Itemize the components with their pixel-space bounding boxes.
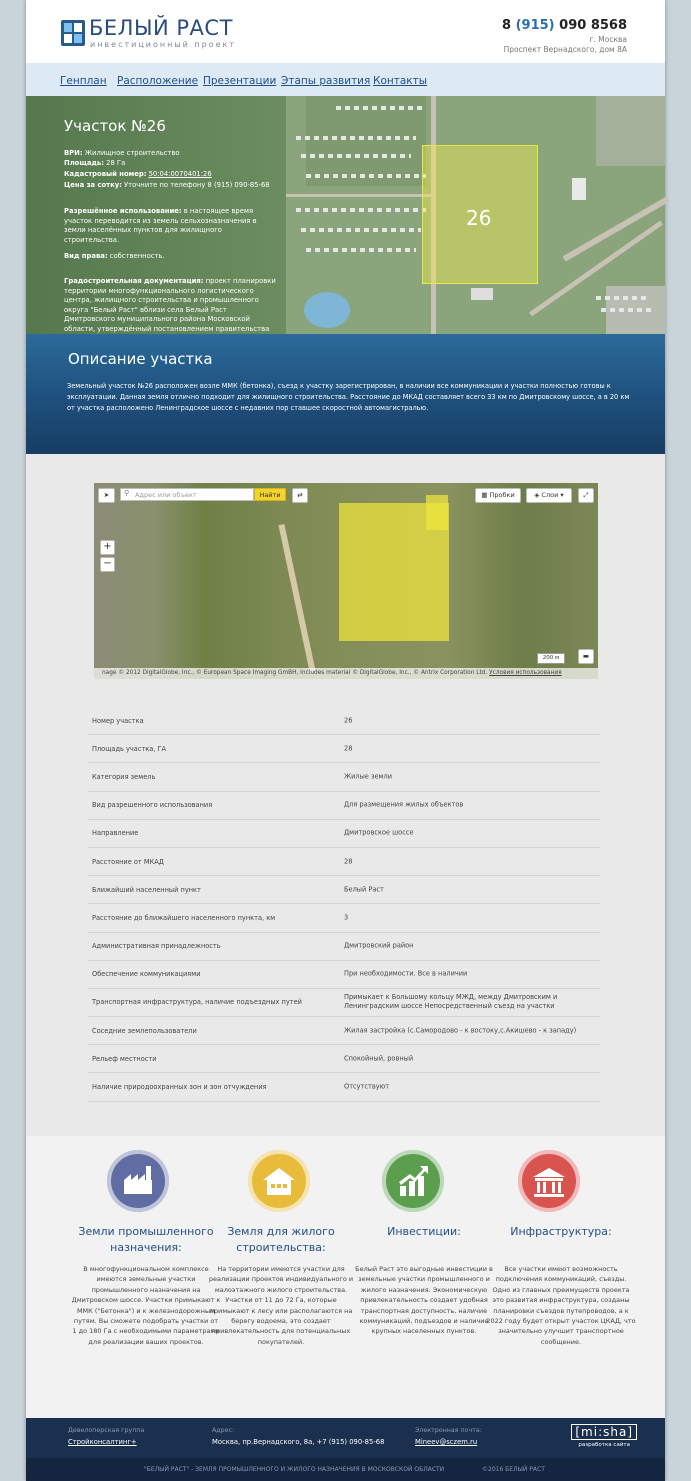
plot-title: Участок №26 bbox=[64, 117, 166, 135]
footer-address: Москва, пр.Вернадского, 8а, +7 (915) 090-85-68 bbox=[212, 1438, 385, 1446]
footer-dev-label: Девелоперская группа bbox=[68, 1427, 145, 1434]
table-row bbox=[88, 1017, 600, 1045]
table-key: Ближайший населенный пункт bbox=[92, 885, 201, 894]
search-icon: ⚲ bbox=[124, 489, 130, 497]
lake bbox=[304, 292, 350, 328]
table-key: Категория земель bbox=[92, 772, 156, 781]
zoom-in-button[interactable]: + bbox=[100, 540, 115, 555]
table-row bbox=[88, 735, 600, 763]
table-row bbox=[88, 876, 600, 904]
table-key: Соседние землепользователи bbox=[92, 1026, 197, 1035]
table-row bbox=[88, 1073, 600, 1101]
yandex-map[interactable] bbox=[94, 483, 598, 679]
logo-subtitle: инвестиционный проект bbox=[90, 40, 236, 49]
table-value: При необходимости. Все в наличии bbox=[344, 969, 468, 978]
growth-chart-icon bbox=[382, 1150, 444, 1212]
table-key: Расстояние до ближайшего населенного пункта, км bbox=[92, 913, 276, 922]
feature-title: Земли промышленного назначения: bbox=[78, 1225, 214, 1254]
logo-icon[interactable] bbox=[61, 20, 85, 46]
table-key: Наличие природоохранных зон и зон отчуждения bbox=[92, 1083, 267, 1092]
site-header bbox=[26, 0, 665, 63]
plot-hero bbox=[26, 96, 665, 334]
copyright-text: "БЕЛЫЙ РАСТ" - ЗЕМЛЯ ПРОМЫШЛЕННОГО И ЖИЛОГО НАЗНАЧЕНИЯ В МОСКОВСКОЙ ОБЛАСТИ bbox=[144, 1466, 445, 1473]
traffic-button[interactable]: ▦ Пробки bbox=[475, 488, 521, 503]
main-nav bbox=[26, 63, 665, 96]
description-text: Земельный участок №26 расположен возле ММК (бетонка), съезд к участку зарегистрирован, в наличии все коммуникации и участки полностью готовы к эксплуатации. Данная земля отлично подходит для жилищного строительства. Расстояние до МКАД составляет всего 33 км по Дмитровскому шоссе, а в 20 км от участка расположено Ленинградское шоссе с недавних пор ставшее скоростной автомагистралью. bbox=[67, 382, 630, 412]
nav-genplan[interactable]: Генплан bbox=[60, 75, 107, 87]
footer-email-label: Электронная почта: bbox=[415, 1427, 482, 1434]
header-phone: 8 (915) 090 8568 bbox=[502, 18, 627, 33]
table-row bbox=[88, 792, 600, 820]
map-copyright: nage © 2012 DigitalGlobe, Inc., © European Space Imaging GmBH, Includes material © DigitalGlobe, Inc., © Antrix Corporation Ltd. Условия использования bbox=[94, 668, 598, 679]
table-key: Административная принадлежность bbox=[92, 942, 221, 951]
table-row bbox=[88, 933, 600, 961]
feature-title: Земля для жилого строительства: bbox=[227, 1225, 335, 1254]
table-key: Рельеф местности bbox=[92, 1054, 157, 1063]
feature-text: Белый Раст это выгодные инвестиции в земельные участки промышленного и жилого назначения. Экономическую привлекательность создает удобная транспортная доступность, наличие коммуникаций, подъездов и наличие крупных населенных пунктов. bbox=[355, 1265, 493, 1336]
table-row bbox=[88, 904, 600, 932]
table-row bbox=[88, 1045, 600, 1073]
table-row bbox=[88, 848, 600, 876]
table-key: Направление bbox=[92, 829, 139, 838]
developer-caption: разработка сайта bbox=[578, 1442, 630, 1448]
table-row bbox=[88, 707, 600, 735]
table-value: Белый Раст bbox=[344, 885, 384, 894]
developer-brand[interactable] bbox=[571, 1424, 637, 1448]
table-key: Расстояние от МКАД bbox=[92, 857, 164, 866]
table-key: Площадь участка, ГА bbox=[92, 744, 167, 753]
copyright-bar bbox=[26, 1458, 665, 1481]
plot-cadastral: Кадастровый номер: 50:04:0070401:26 bbox=[64, 170, 212, 178]
table-row bbox=[88, 961, 600, 989]
route-icon[interactable]: ⇄ bbox=[292, 488, 308, 503]
table-value: 28 bbox=[344, 744, 353, 753]
table-value: Примыкает к Большому кольцу МЖД, между Дмитровским и Ленинградским шоссе Непосредственный съезд на участки bbox=[344, 993, 558, 1011]
table-key: Номер участка bbox=[92, 716, 144, 725]
table-value: 3 bbox=[344, 913, 349, 922]
ruler-icon[interactable]: ▬ bbox=[578, 649, 594, 664]
feature-title: Инвестиции: bbox=[387, 1225, 461, 1238]
cadastral-link[interactable]: 50:04:0070401:26 bbox=[148, 170, 212, 178]
plot-price: Цена за сотку: Уточните по телефону 8 (915) 090-85-68 bbox=[64, 181, 270, 189]
feature-title: Инфраструктура: bbox=[510, 1225, 612, 1238]
description-section bbox=[26, 334, 665, 454]
header-city: г. Москва bbox=[589, 35, 627, 44]
details-section bbox=[26, 454, 665, 1136]
map-search-input[interactable]: Адрес или объект bbox=[120, 488, 254, 501]
plot-vri: ВРИ: Жилищное строительство bbox=[64, 149, 180, 157]
table-value: Для размещения жилых объектов bbox=[344, 800, 464, 809]
table-key: Транспортная инфраструктура, наличие подъездных путей bbox=[92, 998, 302, 1007]
footer-email-link[interactable]: Mineev@sczem.ru bbox=[415, 1438, 478, 1446]
layers-button[interactable]: ◈ Слои ▾ bbox=[526, 488, 572, 503]
feature-text: На территории имеются участки для реализации проектов индивидуального и малоэтажного жилого строительства. Участки от 11 до 72 Га, которые примыкают к лесу или располагаются на берегу водоема, это создает привлекательность для потенциальных покупателей. bbox=[208, 1265, 354, 1346]
table-row bbox=[88, 820, 600, 848]
copyright-year: ©2016 БЕЛЫЙ РАСТ bbox=[482, 1466, 545, 1473]
table-value: Жилая застройка (с.Самородово - к востоку,с.Акишево - к западу) bbox=[344, 1026, 577, 1035]
footer-address-label: Адрес: bbox=[212, 1427, 235, 1434]
table-value: Дмитровское шоссе bbox=[344, 828, 414, 837]
table-key: Вид разрешенного использования bbox=[92, 801, 213, 810]
header-street: Проспект Вернадского, дом 8А bbox=[503, 45, 627, 54]
site-footer bbox=[26, 1418, 665, 1458]
plot-documentation: Градостроительная документация: проект планировки территории многофункционального логистического центра, жилищного строительства и промышленного округа "Белый Раст" вблизи села Белый Раст Дмитровского муниципального района Московской области, утверждённый постановлением правительства bbox=[64, 277, 276, 333]
plot-right-type: Вид права: собственность. bbox=[64, 252, 165, 260]
zoom-out-button[interactable]: − bbox=[100, 557, 115, 572]
developer-logo[interactable]: [mi:sha] bbox=[571, 1424, 637, 1440]
nav-stages[interactable]: Этапы развития bbox=[281, 75, 371, 87]
plot-area: Площадь: 28 Га bbox=[64, 159, 126, 167]
house-icon bbox=[248, 1150, 310, 1212]
plot-permitted-use: Разрешённое использование: в настоящее время участок переводится из земель сельхозназначения в земли населённых пунктов для жилищного строительства. bbox=[64, 207, 257, 244]
nav-presentations[interactable]: Презентации bbox=[203, 75, 277, 87]
description-title: Описание участка bbox=[68, 350, 213, 368]
plot-number-label: 26 bbox=[466, 206, 492, 230]
table-value: Дмитровский район bbox=[344, 941, 414, 950]
table-row bbox=[88, 763, 600, 791]
table-row bbox=[88, 989, 600, 1017]
map-scale: 200 м bbox=[537, 653, 565, 664]
header-address bbox=[504, 35, 627, 55]
factory-icon bbox=[107, 1150, 169, 1212]
table-value: 26 bbox=[344, 716, 353, 725]
table-value: Жилые земли bbox=[344, 772, 392, 781]
map-terms-link[interactable]: Условия использования bbox=[489, 670, 562, 676]
logo-title[interactable]: БЕЛЫЙ РАСТ bbox=[89, 16, 233, 40]
fullscreen-icon[interactable]: ⤢ bbox=[578, 488, 594, 503]
table-value: 28 bbox=[344, 857, 353, 866]
feature-text: Все участки имеют возможность подключения коммуникаций, съезды. Одно из главных преимуществ проекта это развитая инфраструктура, созданы планировки съездов путепроводов, а к 2022 году будет открыт участок ЦКАД, что значительно улучшит транспортное сообщение. bbox=[486, 1265, 636, 1346]
page bbox=[26, 0, 665, 1481]
plot-properties-table bbox=[88, 707, 600, 1102]
table-key: Обеспечение коммуникациями bbox=[92, 970, 201, 979]
table-value: Отсутствуют bbox=[344, 1082, 390, 1091]
features-section bbox=[26, 1136, 665, 1418]
map-find-button[interactable]: Найти bbox=[254, 488, 286, 501]
feature-text: В многофункциональном комплексе имеются земельные участки промышленного назначения на Дмитровском шоссе. Участки примыкают к ММК ("Бетонка") и к железнодорожным путям. Вы сможете подобрать участки от 1 до 180 Га с необходимыми параметрами для реализации ваших проектов. bbox=[71, 1265, 221, 1346]
nav-contacts[interactable]: Контакты bbox=[373, 75, 428, 87]
table-value: Спокойный, ровный bbox=[344, 1054, 414, 1063]
locate-icon[interactable]: ➤ bbox=[98, 488, 115, 503]
footer-dev-link[interactable]: Стройконсалтинг+ bbox=[68, 1438, 137, 1446]
nav-location[interactable]: Расположение bbox=[117, 75, 199, 87]
building-icon bbox=[518, 1150, 580, 1212]
